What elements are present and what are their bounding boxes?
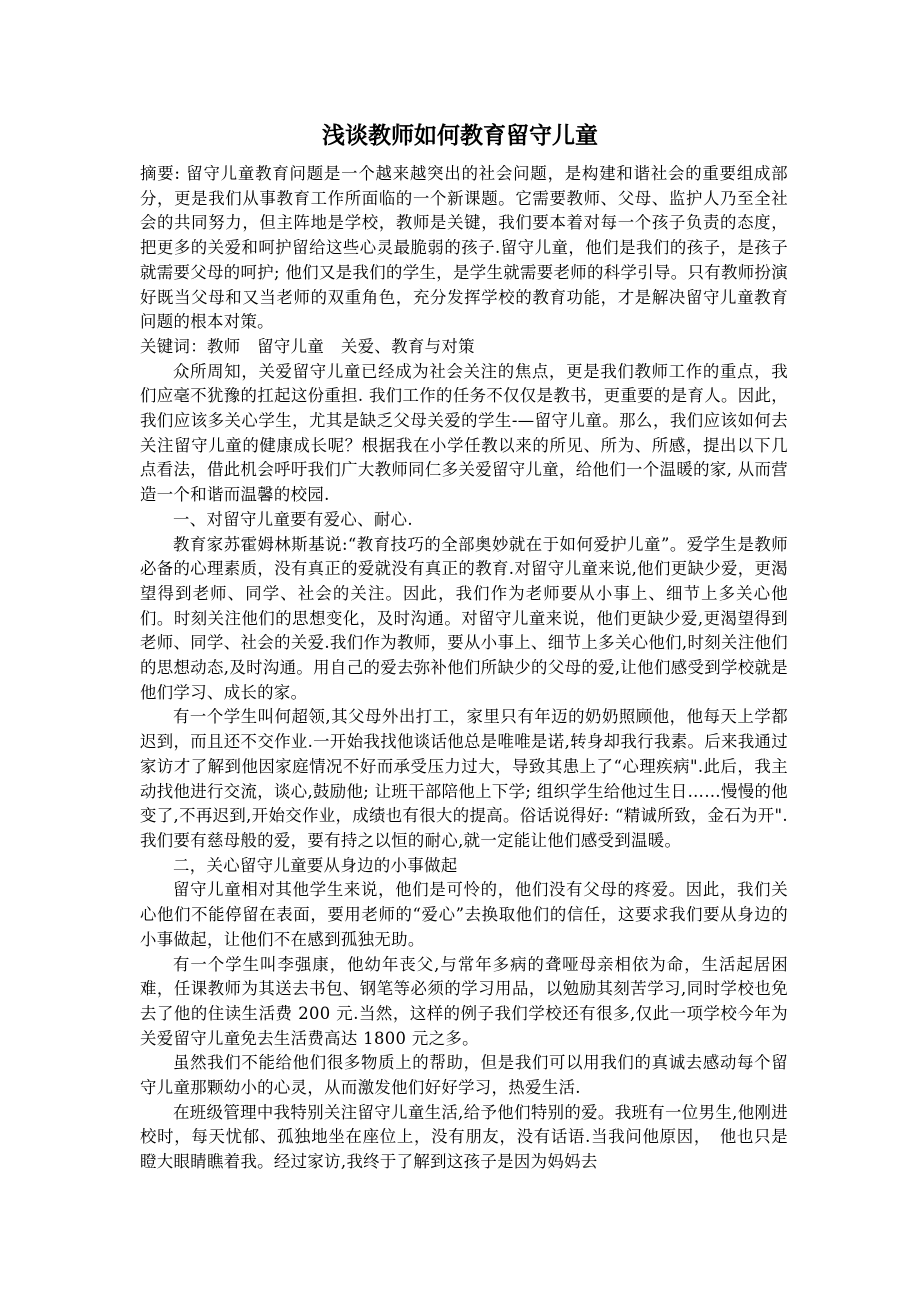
page-title: 浅谈教师如何教育留守儿童 — [322, 123, 598, 149]
body-paragraph: 教育家苏霍姆林斯基说:“教育技巧的全部奥妙就在于如何爱护儿童”。爱学生是教师必备的心理素质，没有真正的爱就没有真正的教育.对留守儿童来说,他们更缺少爱，更渴望得到老师、同学、社会的关注。因此，我们作为老师要从小事上、细节上多关心他们。时刻关注他们的思想变化，及时沟通。对留守儿童来说，他们更缺少爱,更渴望得到老师、同学、社会的关爱.我们作为教师，要从小事上、细节上多关心他们,时刻关注他们的思想动态,及时沟通。用自己的爱去弥补他们所缺少的父母的爱,让他们感受到学校就是他们学习、成长的家。 — [140, 534, 788, 702]
keywords-line: 关键词：教师 留守儿童 关爱、教育与对策 — [140, 336, 475, 356]
intro-paragraph: 众所周知，关爱留守儿童已经成为社会关注的焦点，更是我们教师工作的重点，我们应毫不犹豫的扛起这份重担. 我们工作的任务不仅仅是教书，更重要的是育人。因此，我们应该多关心学生，尤其是缺乏父母关爱的学生-—留守儿童。那么，我们应该如何去关注留守儿童的健康成长呢？根据我在小学任教以来的所见、所为、所感，提出以下几点看法，借此机会呼吁我们广大教师同仁多关爱留守儿童，给他们一个温暖的家, 从而营造一个和谐而温馨的校园. — [140, 361, 788, 505]
body-paragraph: 在班级管理中我特别关注留守儿童生活,给予他们特别的爱。我班有一位男生,他刚进校时，每天忧郁、孤独地坐在座位上，没有朋友，没有话语.当我问他原因， 他也只是瞪大眼睛瞧着我。经过家访,我终于了解到这孩子是因为妈妈去 — [140, 1102, 788, 1172]
section-heading-2: 二，关心留守儿童要从身边的小事做起 — [173, 855, 458, 875]
section-heading-1: 一、对留守儿童要有爱心、耐心. — [173, 509, 413, 529]
abstract-paragraph: 摘要: 留守儿童教育问题是一个越来越突出的社会问题，是构建和谐社会的重要组成部分，更是我们从事教育工作所面临的一个新课题。它需要教师、父母、监护人乃至全社会的共同努力，但主阵地是学校，教师是关键，我们要本着对每一个孩子负责的态度，把更多的关爱和呵护留给这些心灵最脆弱的孩子.留守儿童，他们是我们的孩子，是孩子就需要父母的呵护; 他们又是我们的学生，是学生就需要老师的科学引导。只有教师扮演好既当父母和又当老师的双重角色，充分发挥学校的教育功能，才是解决留守儿童教育问题的根本对策。 — [140, 164, 788, 332]
body-paragraph: 虽然我们不能给他们很多物质上的帮助，但是我们可以用我们的真诚去感动每个留守儿童那颗幼小的心灵，从而激发他们好好学习，热爱生活. — [140, 1053, 788, 1098]
document-body — [140, 162, 788, 1175]
body-paragraph: 有一个学生叫何超领,其父母外出打工，家里只有年迈的奶奶照顾他，他每天上学都迟到，而且还不交作业.一开始我找他谈话他总是唯唯是诺,转身却我行我素。后来我通过家访才了解到他因家庭情况不好而承受压力过大，导致其患上了“心理疾病".此后，我主动找他进行交流，谈心,鼓励他; 让班干部陪他上下学; 组织学生给他过生日……慢慢的他变了,不再迟到,开始交作业，成绩也有很大的提高。俗话说得好: “精诚所致，金石为开".我们要有慈母般的爱，要有持之以恒的耐心,就一定能让他们感受到温暖。 — [140, 707, 788, 850]
body-paragraph: 留守儿童相对其他学生来说，他们是可怜的，他们没有父母的疼爱。因此，我们关心他们不能停留在表面，要用老师的“爱心”去换取他们的信任，这要求我们要从身边的小事做起，让他们不在感到孤独无助。 — [140, 880, 788, 949]
body-paragraph: 有一个学生叫李强康，他幼年丧父,与常年多病的聋哑母亲相依为命，生活起居困难，任课教师为其送去书包、钢笔等必须的学习用品，以勉励其刻苦学习,同时学校也免去了他的住读生活费 200 元.当然，这样的例子我们学校还有很多,仅此一项学校今年为关爱留守儿童免去生活费高达 1800 元之多。 — [140, 954, 788, 1048]
